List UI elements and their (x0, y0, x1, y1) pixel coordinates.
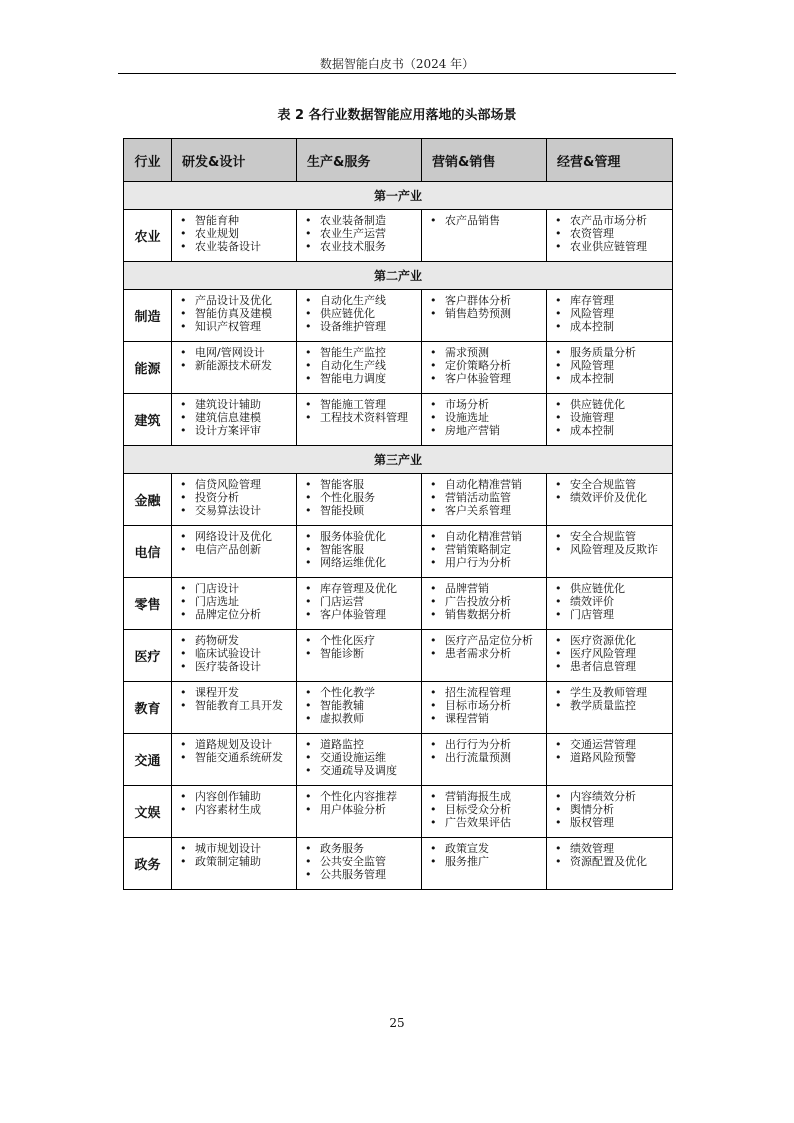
scene-list (301, 634, 419, 660)
section-row (124, 446, 673, 474)
scene-list (426, 398, 544, 437)
scene-item: • 绩效评价及优化 (551, 491, 670, 504)
scene-item: • 门店选址 (176, 595, 294, 608)
scene-list (426, 738, 544, 764)
scene-list (551, 790, 670, 829)
scene-cell (547, 682, 673, 734)
header-production-service: 生产&服务 (297, 139, 422, 182)
scene-list (551, 842, 670, 868)
scene-item: • 知识产权管理 (176, 320, 294, 333)
scene-cell (547, 394, 673, 446)
scene-list (551, 582, 670, 621)
scene-cell (547, 578, 673, 630)
scene-list (426, 790, 544, 829)
scene-item: • 临床试验设计 (176, 647, 294, 660)
scene-item: • 销售数据分析 (426, 608, 544, 621)
scene-cell (422, 210, 547, 262)
scene-item: • 智能电力调度 (301, 372, 419, 385)
scene-item: • 交通运营管理 (551, 738, 670, 751)
table-row (124, 734, 673, 786)
scene-list (301, 530, 419, 569)
scene-list (426, 582, 544, 621)
header-rd-design: 研发&设计 (172, 139, 297, 182)
scene-list (176, 790, 294, 816)
table-row (124, 786, 673, 838)
scene-item: • 个性化教学 (301, 686, 419, 699)
scene-cell (172, 342, 297, 394)
scene-cell (172, 734, 297, 786)
scene-item: • 农业供应链管理 (551, 240, 670, 253)
scene-item: • 个性化服务 (301, 491, 419, 504)
scene-list (301, 478, 419, 517)
scene-item: • 内容绩效分析 (551, 790, 670, 803)
scene-list (176, 842, 294, 868)
scene-item: • 农资管理 (551, 227, 670, 240)
scene-cell (297, 474, 422, 526)
scene-item: • 招生流程管理 (426, 686, 544, 699)
scene-item: • 课程营销 (426, 712, 544, 725)
scene-item: • 公共安全监管 (301, 855, 419, 868)
table-row (124, 210, 673, 262)
scene-cell (547, 734, 673, 786)
scene-list (426, 686, 544, 725)
scene-item: • 门店运营 (301, 595, 419, 608)
scene-cell (547, 838, 673, 890)
industry-name: 政务 (124, 838, 172, 890)
scene-cell (547, 210, 673, 262)
scene-item: • 版权管理 (551, 816, 670, 829)
scene-item: • 农业生产运营 (301, 227, 419, 240)
scene-list (426, 842, 544, 868)
table-caption: 表 2 各行业数据智能应用落地的头部场景 (277, 108, 517, 123)
scene-list (426, 634, 544, 660)
scene-item: • 政务服务 (301, 842, 419, 855)
industry-name: 电信 (124, 526, 172, 578)
scene-list (176, 346, 294, 372)
scene-item: • 舆情分析 (551, 803, 670, 816)
scene-item: • 设施选址 (426, 411, 544, 424)
scene-cell (547, 342, 673, 394)
scene-item: • 绩效评价 (551, 595, 670, 608)
scene-item: • 服务质量分析 (551, 346, 670, 359)
section-title: 第三产业 (124, 446, 673, 474)
scene-item: • 内容创作辅助 (176, 790, 294, 803)
scene-cell (172, 630, 297, 682)
scene-item: • 销售趋势预测 (426, 307, 544, 320)
scene-list (551, 686, 670, 712)
scene-item: • 智能投顾 (301, 504, 419, 517)
scene-item: • 患者信息管理 (551, 660, 670, 673)
header-rule (118, 73, 676, 74)
scene-cell (422, 290, 547, 342)
scene-item: • 智能诊断 (301, 647, 419, 660)
scene-list (301, 346, 419, 385)
scene-item: • 建筑设计辅助 (176, 398, 294, 411)
scene-cell (297, 526, 422, 578)
scene-item: • 农产品销售 (426, 214, 544, 227)
scene-item: • 自动化生产线 (301, 294, 419, 307)
scene-item: • 服务推广 (426, 855, 544, 868)
industry-name: 能源 (124, 342, 172, 394)
scene-item: • 风险管理 (551, 359, 670, 372)
scene-list (301, 738, 419, 777)
scene-cell (297, 630, 422, 682)
table-row (124, 578, 673, 630)
scene-item: • 库存管理及优化 (301, 582, 419, 595)
table-header-row (124, 139, 673, 182)
scene-item: • 安全合规监管 (551, 530, 670, 543)
scene-item: • 供应链优化 (301, 307, 419, 320)
section-title: 第二产业 (124, 262, 673, 290)
scene-list (301, 686, 419, 725)
scene-cell (422, 838, 547, 890)
scene-cell (297, 394, 422, 446)
scene-list (551, 294, 670, 333)
scene-item: • 医疗装备设计 (176, 660, 294, 673)
scene-item: • 医疗产品定位分析 (426, 634, 544, 647)
scene-cell (547, 526, 673, 578)
table-row (124, 290, 673, 342)
scene-item: • 智能教育工具开发 (176, 699, 294, 712)
scene-item: • 内容素材生成 (176, 803, 294, 816)
scene-list (176, 634, 294, 673)
scene-item: • 客户群体分析 (426, 294, 544, 307)
scene-item: • 成本控制 (551, 372, 670, 385)
scene-list (176, 214, 294, 253)
industry-name: 医疗 (124, 630, 172, 682)
section-row (124, 262, 673, 290)
scene-item: • 门店管理 (551, 608, 670, 621)
running-header: 数据智能白皮书（2024 年） (319, 57, 475, 71)
scene-item: • 库存管理 (551, 294, 670, 307)
scene-item: • 门店设计 (176, 582, 294, 595)
table-row (124, 682, 673, 734)
table-row (124, 630, 673, 682)
scene-item: • 交通疏导及调度 (301, 764, 419, 777)
scene-item: • 成本控制 (551, 320, 670, 333)
scene-item: • 自动化生产线 (301, 359, 419, 372)
scene-list (176, 530, 294, 556)
scene-list (301, 790, 419, 816)
scene-item: • 新能源技术研发 (176, 359, 294, 372)
page-number: 25 (389, 1016, 405, 1030)
scene-cell (547, 630, 673, 682)
scene-item: • 智能施工管理 (301, 398, 419, 411)
industry-name: 农业 (124, 210, 172, 262)
scene-list (551, 398, 670, 437)
scene-item: • 政策制定辅助 (176, 855, 294, 868)
industry-name: 金融 (124, 474, 172, 526)
scene-item: • 客户体验管理 (301, 608, 419, 621)
scene-item: • 电网/管网设计 (176, 346, 294, 359)
scene-cell (422, 578, 547, 630)
scene-item: • 道路风险预警 (551, 751, 670, 764)
table-row (124, 526, 673, 578)
scene-item: • 品牌营销 (426, 582, 544, 595)
scene-cell (297, 786, 422, 838)
header-marketing-sales: 营销&销售 (422, 139, 547, 182)
scene-item: • 风险管理 (551, 307, 670, 320)
scene-item: • 用户行为分析 (426, 556, 544, 569)
scene-item: • 设施管理 (551, 411, 670, 424)
scene-item: • 农业技术服务 (301, 240, 419, 253)
scene-item: • 智能客服 (301, 478, 419, 491)
scene-list (176, 738, 294, 764)
scene-item: • 个性化内容推荐 (301, 790, 419, 803)
scene-item: • 广告效果评估 (426, 816, 544, 829)
scene-item: • 产品设计及优化 (176, 294, 294, 307)
scene-list (176, 398, 294, 437)
scene-item: • 出行行为分析 (426, 738, 544, 751)
scene-list (426, 478, 544, 517)
scene-cell (297, 342, 422, 394)
scene-item: • 网络设计及优化 (176, 530, 294, 543)
scene-item: • 自动化精准营销 (426, 478, 544, 491)
scene-list (426, 530, 544, 569)
scene-cell (422, 734, 547, 786)
scene-cell (172, 394, 297, 446)
scene-list (551, 214, 670, 253)
scene-list (301, 398, 419, 424)
scene-list (301, 294, 419, 333)
scene-cell (422, 786, 547, 838)
scene-list (301, 214, 419, 253)
header-industry: 行业 (124, 139, 172, 182)
scene-item: • 定价策略分析 (426, 359, 544, 372)
scene-item: • 绩效管理 (551, 842, 670, 855)
scene-cell (422, 394, 547, 446)
scene-cell (172, 578, 297, 630)
scene-item: • 营销海报生成 (426, 790, 544, 803)
scene-item: • 交易算法设计 (176, 504, 294, 517)
scene-cell (547, 474, 673, 526)
scene-item: • 出行流量预测 (426, 751, 544, 764)
scene-list (176, 582, 294, 621)
scene-cell (547, 786, 673, 838)
industry-name: 零售 (124, 578, 172, 630)
scene-item: • 客户体验管理 (426, 372, 544, 385)
scene-cell (422, 474, 547, 526)
scene-cell (297, 210, 422, 262)
scene-list (176, 294, 294, 333)
table-row (124, 838, 673, 890)
scene-list (426, 214, 544, 227)
scene-cell (297, 682, 422, 734)
scene-item: • 设计方案评审 (176, 424, 294, 437)
scene-item: • 自动化精准营销 (426, 530, 544, 543)
scene-cell (297, 578, 422, 630)
scene-list (426, 294, 544, 320)
scene-item: • 政策宣发 (426, 842, 544, 855)
scene-item: • 设备维护管理 (301, 320, 419, 333)
scene-item: • 投资分析 (176, 491, 294, 504)
scene-item: • 患者需求分析 (426, 647, 544, 660)
scene-cell (297, 290, 422, 342)
industry-name: 制造 (124, 290, 172, 342)
scene-item: • 安全合规监管 (551, 478, 670, 491)
industry-name: 建筑 (124, 394, 172, 446)
header-operation-management: 经营&管理 (547, 139, 673, 182)
scene-list (551, 738, 670, 764)
scene-cell (422, 630, 547, 682)
scene-item: • 交通设施运维 (301, 751, 419, 764)
scene-cell (172, 474, 297, 526)
scene-item: • 智能客服 (301, 543, 419, 556)
scene-cell (172, 526, 297, 578)
scene-item: • 用户体验分析 (301, 803, 419, 816)
scene-item: • 服务体验优化 (301, 530, 419, 543)
scene-item: • 城市规划设计 (176, 842, 294, 855)
industry-name: 交通 (124, 734, 172, 786)
scene-item: • 农业规划 (176, 227, 294, 240)
scene-list (551, 530, 670, 556)
scene-item: • 营销策略制定 (426, 543, 544, 556)
scene-item: • 道路规划及设计 (176, 738, 294, 751)
scene-item: • 建筑信息建模 (176, 411, 294, 424)
scene-list (176, 478, 294, 517)
scene-cell (297, 734, 422, 786)
scene-list (301, 842, 419, 881)
industry-name: 文娱 (124, 786, 172, 838)
scene-item: • 个性化医疗 (301, 634, 419, 647)
scene-item: • 农业装备设计 (176, 240, 294, 253)
scene-cell (172, 838, 297, 890)
industry-name: 教育 (124, 682, 172, 734)
scene-item: • 教学质量监控 (551, 699, 670, 712)
scene-item: • 农产品市场分析 (551, 214, 670, 227)
scene-item: • 客户关系管理 (426, 504, 544, 517)
scene-item: • 课程开发 (176, 686, 294, 699)
scene-item: • 供应链优化 (551, 398, 670, 411)
scene-cell (172, 210, 297, 262)
scene-item: • 供应链优化 (551, 582, 670, 595)
scene-item: • 成本控制 (551, 424, 670, 437)
scene-item: • 公共服务管理 (301, 868, 419, 881)
scene-cell (172, 290, 297, 342)
table-row (124, 394, 673, 446)
scene-cell (422, 342, 547, 394)
scene-item: • 市场分析 (426, 398, 544, 411)
table-row (124, 474, 673, 526)
scene-item: • 道路监控 (301, 738, 419, 751)
scene-item: • 营销活动监管 (426, 491, 544, 504)
scene-item: • 虚拟教师 (301, 712, 419, 725)
scene-item: • 药物研发 (176, 634, 294, 647)
scene-item: • 电信产品创新 (176, 543, 294, 556)
scene-item: • 智能教辅 (301, 699, 419, 712)
scene-item: • 网络运维优化 (301, 556, 419, 569)
scene-item: • 智能生产监控 (301, 346, 419, 359)
scene-item: • 医疗资源优化 (551, 634, 670, 647)
scene-cell (547, 290, 673, 342)
scene-cell (297, 838, 422, 890)
scene-item: • 信贷风险管理 (176, 478, 294, 491)
scene-cell (172, 682, 297, 734)
scenes-table (123, 138, 673, 890)
scene-item: • 学生及教师管理 (551, 686, 670, 699)
scene-item: • 智能育种 (176, 214, 294, 227)
scene-list (426, 346, 544, 385)
section-row (124, 182, 673, 210)
scene-list (551, 634, 670, 673)
scene-item: • 品牌定位分析 (176, 608, 294, 621)
table-row (124, 342, 673, 394)
scene-item: • 智能仿真及建模 (176, 307, 294, 320)
table-body (124, 182, 673, 890)
scene-item: • 目标受众分析 (426, 803, 544, 816)
scene-cell (422, 526, 547, 578)
scene-item: • 需求预测 (426, 346, 544, 359)
scene-item: • 目标市场分析 (426, 699, 544, 712)
scene-list (176, 686, 294, 712)
scene-item: • 医疗风险管理 (551, 647, 670, 660)
section-title: 第一产业 (124, 182, 673, 210)
scene-list (301, 582, 419, 621)
scene-item: • 广告投放分析 (426, 595, 544, 608)
scene-item: • 房地产营销 (426, 424, 544, 437)
scene-cell (172, 786, 297, 838)
scene-item: • 智能交通系统研发 (176, 751, 294, 764)
scene-item: • 工程技术资料管理 (301, 411, 419, 424)
scene-list (551, 346, 670, 385)
scene-item: • 风险管理及反欺诈 (551, 543, 670, 556)
scene-item: • 农业装备制造 (301, 214, 419, 227)
scene-item: • 资源配置及优化 (551, 855, 670, 868)
scene-cell (422, 682, 547, 734)
scene-list (551, 478, 670, 504)
